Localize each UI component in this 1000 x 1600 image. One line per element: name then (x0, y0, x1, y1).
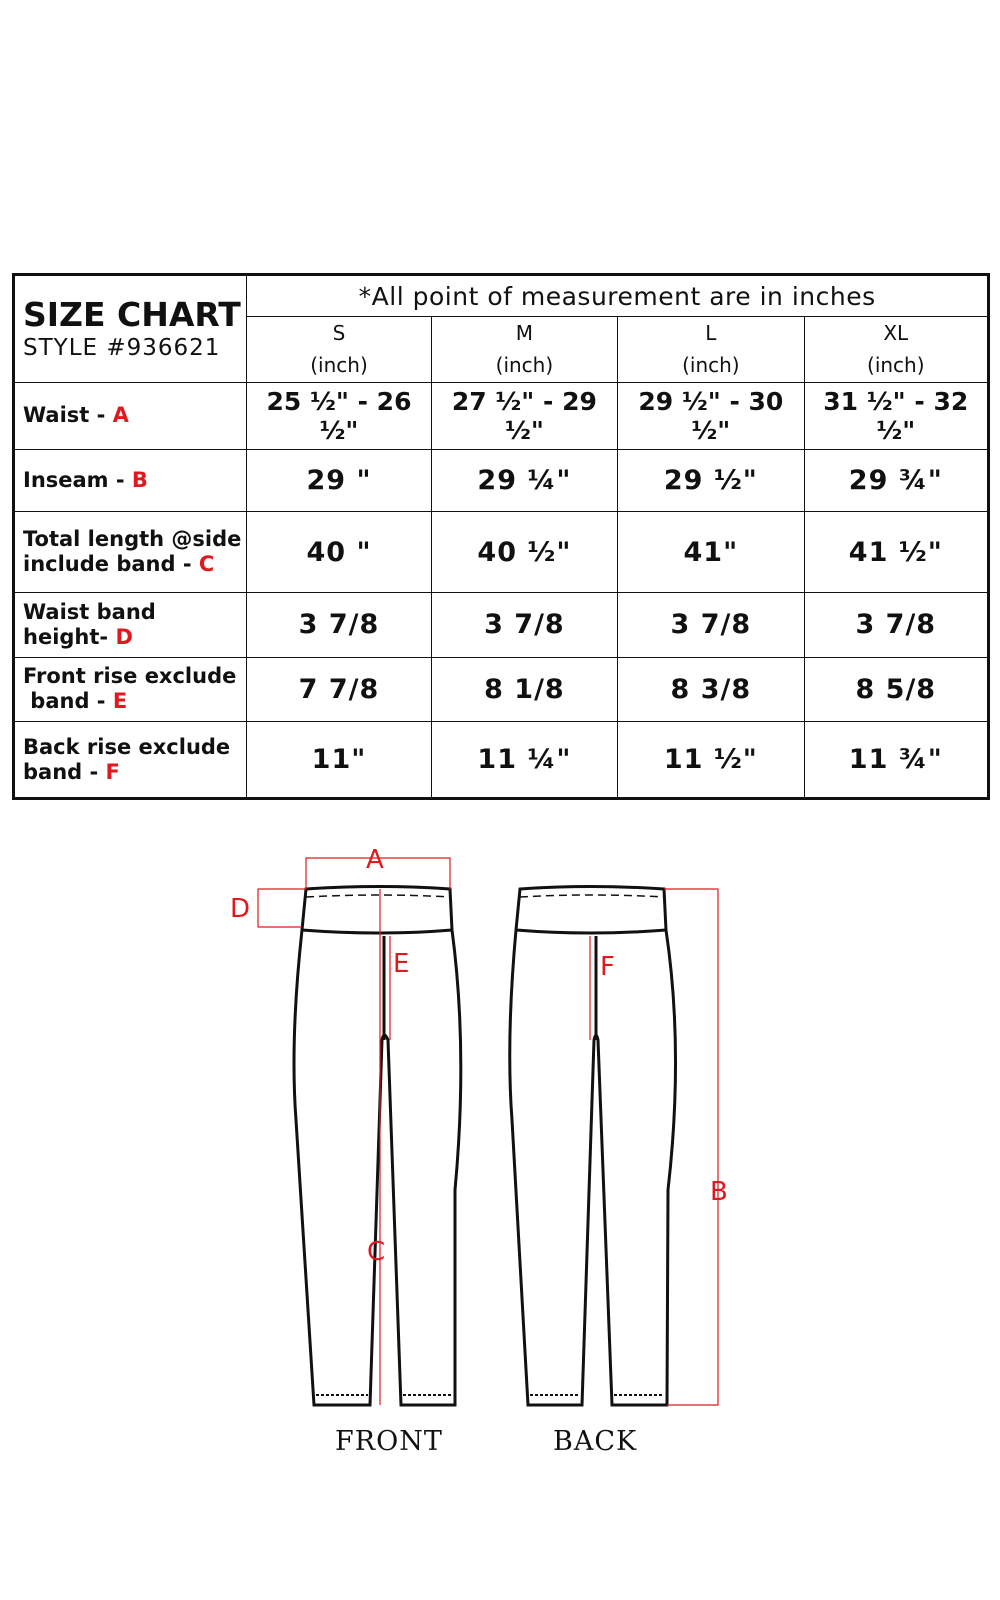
table-cell: 3 7/8 (804, 593, 988, 658)
table-cell: 29 " (247, 449, 431, 512)
size-label: M (515, 321, 534, 346)
label-c: C (367, 1237, 386, 1267)
back-view-label: BACK (553, 1426, 638, 1457)
table-cell: 11 ¾" (804, 722, 988, 799)
back-leggings-drawing (510, 887, 676, 1406)
size-label: L (705, 321, 717, 346)
row-label-text: Back rise exclude (23, 734, 231, 759)
table-cell: 8 3/8 (618, 657, 804, 722)
measure-code: B (131, 467, 148, 492)
measure-code: D (115, 624, 133, 649)
row-label-text: Waist band (23, 599, 156, 624)
table-row-waist (14, 383, 989, 450)
size-label: S (332, 321, 346, 346)
table-cell: 31 ½" - 32 ½" (804, 383, 988, 450)
table-cell: 11 ½" (618, 722, 804, 799)
front-view-label: FRONT (335, 1426, 443, 1457)
table-cell: 41 ½" (804, 512, 988, 593)
table-cell: 29 ¾" (804, 449, 988, 512)
chart-title: SIZE CHART (23, 295, 241, 334)
row-label-inseam (14, 449, 247, 512)
table-cell: 11" (247, 722, 431, 799)
row-label-text: height- (23, 624, 116, 649)
size-unit: (inch) (310, 353, 368, 378)
table-cell: 29 ¼" (431, 449, 617, 512)
garment-diagram (0, 800, 1000, 1500)
table-cell: 40 ½" (431, 512, 617, 593)
label-d: D (230, 894, 251, 924)
measurement-guides (258, 858, 718, 1405)
row-label-total-length (14, 512, 247, 593)
style-number: STYLE #936621 (23, 335, 221, 361)
size-unit: (inch) (495, 353, 554, 378)
table-cell: 29 ½" (618, 449, 804, 512)
row-label-text: band - (23, 689, 113, 714)
row-label-text: Waist - (23, 403, 113, 428)
table-cell: 27 ½" - 29 ½" (431, 383, 617, 450)
table-row-back-rise (14, 722, 989, 799)
size-header-m (431, 317, 617, 383)
table-cell: 7 7/8 (247, 657, 431, 722)
title-cell (14, 275, 247, 383)
table-cell: 29 ½" - 30 ½" (618, 383, 804, 450)
row-label-back-rise (14, 722, 247, 799)
row-label-front-rise (14, 657, 247, 722)
table-cell: 3 7/8 (431, 593, 617, 658)
measure-code: A (112, 403, 129, 428)
front-leggings-drawing (294, 887, 461, 1406)
table-cell: 3 7/8 (618, 593, 804, 658)
label-e: E (393, 949, 410, 979)
header-note-row (14, 275, 989, 317)
measurement-note: *All point of measurement are in inches (247, 275, 989, 317)
measure-code: F (105, 759, 120, 784)
label-b: B (710, 1177, 728, 1207)
row-label-waist (14, 383, 247, 450)
table-row-total-length (14, 512, 989, 593)
table-cell: 11 ¼" (431, 722, 617, 799)
table-cell: 25 ½" - 26 ½" (247, 383, 431, 450)
label-a: A (366, 845, 384, 875)
table-cell: 41" (618, 512, 804, 593)
size-label: XL (883, 321, 909, 346)
measure-code: C (198, 552, 215, 577)
row-label-text: Total length @side (23, 527, 242, 552)
size-unit: (inch) (682, 353, 740, 378)
row-label-text: Inseam - (23, 467, 132, 492)
size-header-xl (804, 317, 988, 383)
table-cell: 40 " (247, 512, 431, 593)
table-cell: 8 1/8 (431, 657, 617, 722)
table-row-inseam (14, 449, 989, 512)
size-chart-table (12, 273, 990, 800)
row-label-text: band - (23, 759, 106, 784)
size-unit: (inch) (867, 353, 925, 378)
row-label-waist-band (14, 593, 247, 658)
table-cell: 8 5/8 (804, 657, 988, 722)
size-header-l (618, 317, 804, 383)
size-header-s (247, 317, 431, 383)
label-f: F (600, 952, 615, 982)
row-label-text: Front rise exclude (23, 664, 237, 689)
table-row-waist-band (14, 593, 989, 658)
table-cell: 3 7/8 (247, 593, 431, 658)
row-label-text: include band - (23, 552, 199, 577)
table-row-front-rise (14, 657, 989, 722)
measure-code: E (112, 689, 128, 714)
